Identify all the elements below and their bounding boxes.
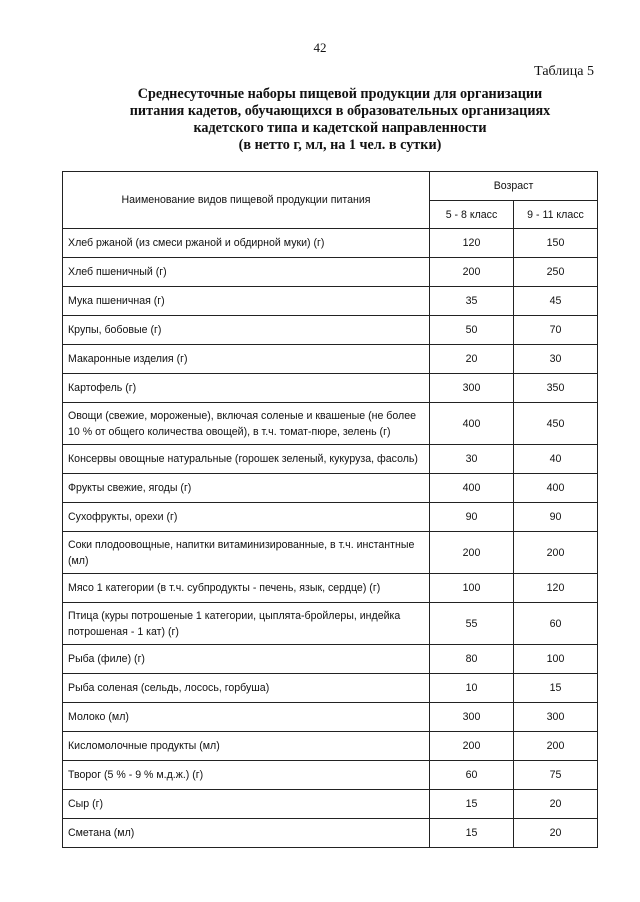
grade-5-8-value-cell: 15 bbox=[430, 819, 514, 848]
product-name-cell: Хлеб ржаной (из смеси ржаной и обдирной муки) (г) bbox=[63, 229, 430, 258]
grade-5-8-value-cell: 100 bbox=[430, 574, 514, 603]
grade-5-8-value-cell: 15 bbox=[430, 790, 514, 819]
grade-9-11-value-cell: 20 bbox=[514, 790, 598, 819]
grade-5-8-value-cell: 120 bbox=[430, 229, 514, 258]
grade-5-8-value-cell: 30 bbox=[430, 445, 514, 474]
table-row bbox=[63, 258, 598, 287]
table-row bbox=[63, 503, 598, 532]
product-name-cell: Мясо 1 категории (в т.ч. субпродукты - печень, язык, сердце) (г) bbox=[63, 574, 430, 603]
product-name-cell: Сметана (мл) bbox=[63, 819, 430, 848]
table-row bbox=[63, 674, 598, 703]
grade-5-8-value-cell: 60 bbox=[430, 761, 514, 790]
product-name-cell: Соки плодоовощные, напитки витаминизированные, в т.ч. инстантные (мл) bbox=[63, 532, 430, 574]
product-name-cell: Фрукты свежие, ягоды (г) bbox=[63, 474, 430, 503]
grade-9-11-value-cell: 250 bbox=[514, 258, 598, 287]
grade-5-8-value-cell: 200 bbox=[430, 732, 514, 761]
product-name-cell: Овощи (свежие, мороженые), включая соленые и квашеные (не более 10 % от общего количества овощей), в т.ч. томат-пюре, зелень (г) bbox=[63, 403, 430, 445]
product-name-cell: Сухофрукты, орехи (г) bbox=[63, 503, 430, 532]
table-body bbox=[63, 229, 598, 848]
table-row bbox=[63, 603, 598, 645]
table-row bbox=[63, 532, 598, 574]
product-name-cell: Крупы, бобовые (г) bbox=[63, 316, 430, 345]
table-row bbox=[63, 316, 598, 345]
grade-9-11-value-cell: 200 bbox=[514, 732, 598, 761]
header-grade-5-8: 5 - 8 класс bbox=[430, 201, 514, 229]
food-products-table bbox=[62, 171, 598, 848]
table-row bbox=[63, 445, 598, 474]
table-row bbox=[63, 819, 598, 848]
grade-9-11-value-cell: 45 bbox=[514, 287, 598, 316]
grade-9-11-value-cell: 60 bbox=[514, 603, 598, 645]
table-row bbox=[63, 229, 598, 258]
table-row bbox=[63, 574, 598, 603]
table-row bbox=[63, 761, 598, 790]
product-name-cell: Рыба соленая (сельдь, лосось, горбуша) bbox=[63, 674, 430, 703]
grade-5-8-value-cell: 50 bbox=[430, 316, 514, 345]
grade-5-8-value-cell: 90 bbox=[430, 503, 514, 532]
grade-5-8-value-cell: 300 bbox=[430, 374, 514, 403]
grade-9-11-value-cell: 400 bbox=[514, 474, 598, 503]
product-name-cell: Хлеб пшеничный (г) bbox=[63, 258, 430, 287]
table-row bbox=[63, 790, 598, 819]
grade-9-11-value-cell: 70 bbox=[514, 316, 598, 345]
table-row bbox=[63, 374, 598, 403]
grade-5-8-value-cell: 200 bbox=[430, 532, 514, 574]
grade-5-8-value-cell: 300 bbox=[430, 703, 514, 732]
document-title bbox=[80, 86, 600, 154]
grade-9-11-value-cell: 20 bbox=[514, 819, 598, 848]
grade-9-11-value-cell: 120 bbox=[514, 574, 598, 603]
product-name-cell: Молоко (мл) bbox=[63, 703, 430, 732]
table-row bbox=[63, 474, 598, 503]
table-row bbox=[63, 703, 598, 732]
title-line: кадетского типа и кадетской направленности bbox=[193, 120, 487, 136]
grade-9-11-value-cell: 30 bbox=[514, 345, 598, 374]
table-row bbox=[63, 345, 598, 374]
product-name-cell: Творог (5 % - 9 % м.д.ж.) (г) bbox=[63, 761, 430, 790]
product-name-cell: Мука пшеничная (г) bbox=[63, 287, 430, 316]
grade-5-8-value-cell: 35 bbox=[430, 287, 514, 316]
grade-5-8-value-cell: 80 bbox=[430, 645, 514, 674]
table-row bbox=[63, 645, 598, 674]
product-name-cell: Консервы овощные натуральные (горошек зеленый, кукуруза, фасоль) bbox=[63, 445, 430, 474]
title-line: (в нетто г, мл, на 1 чел. в сутки) bbox=[238, 137, 442, 153]
title-line: питания кадетов, обучающихся в образовательных организациях bbox=[129, 103, 551, 119]
product-name-cell: Птица (куры потрошеные 1 категории, цыплята-бройлеры, индейка потрошеная - 1 кат) (г) bbox=[63, 603, 430, 645]
grade-9-11-value-cell: 75 bbox=[514, 761, 598, 790]
table-label: Таблица 5 bbox=[534, 64, 594, 79]
grade-5-8-value-cell: 10 bbox=[430, 674, 514, 703]
grade-9-11-value-cell: 150 bbox=[514, 229, 598, 258]
product-name-cell: Картофель (г) bbox=[63, 374, 430, 403]
grade-9-11-value-cell: 350 bbox=[514, 374, 598, 403]
product-name-cell: Кисломолочные продукты (мл) bbox=[63, 732, 430, 761]
header-age: Возраст bbox=[430, 172, 598, 201]
grade-9-11-value-cell: 450 bbox=[514, 403, 598, 445]
product-name-cell: Сыр (г) bbox=[63, 790, 430, 819]
header-product-name: Наименование видов пищевой продукции питания bbox=[63, 172, 430, 229]
grade-5-8-value-cell: 55 bbox=[430, 603, 514, 645]
page-number: 42 bbox=[313, 40, 327, 55]
title-line: Среднесуточные наборы пищевой продукции для организации bbox=[137, 86, 543, 102]
grade-9-11-value-cell: 200 bbox=[514, 532, 598, 574]
grade-9-11-value-cell: 15 bbox=[514, 674, 598, 703]
grade-5-8-value-cell: 400 bbox=[430, 403, 514, 445]
grade-9-11-value-cell: 300 bbox=[514, 703, 598, 732]
table-row bbox=[63, 403, 598, 445]
grade-5-8-value-cell: 200 bbox=[430, 258, 514, 287]
grade-5-8-value-cell: 400 bbox=[430, 474, 514, 503]
grade-9-11-value-cell: 40 bbox=[514, 445, 598, 474]
grade-9-11-value-cell: 90 bbox=[514, 503, 598, 532]
grade-5-8-value-cell: 20 bbox=[430, 345, 514, 374]
table-row bbox=[63, 732, 598, 761]
product-name-cell: Рыба (филе) (г) bbox=[63, 645, 430, 674]
product-name-cell: Макаронные изделия (г) bbox=[63, 345, 430, 374]
grade-9-11-value-cell: 100 bbox=[514, 645, 598, 674]
header-grade-9-11: 9 - 11 класс bbox=[514, 201, 598, 229]
table-row bbox=[63, 287, 598, 316]
